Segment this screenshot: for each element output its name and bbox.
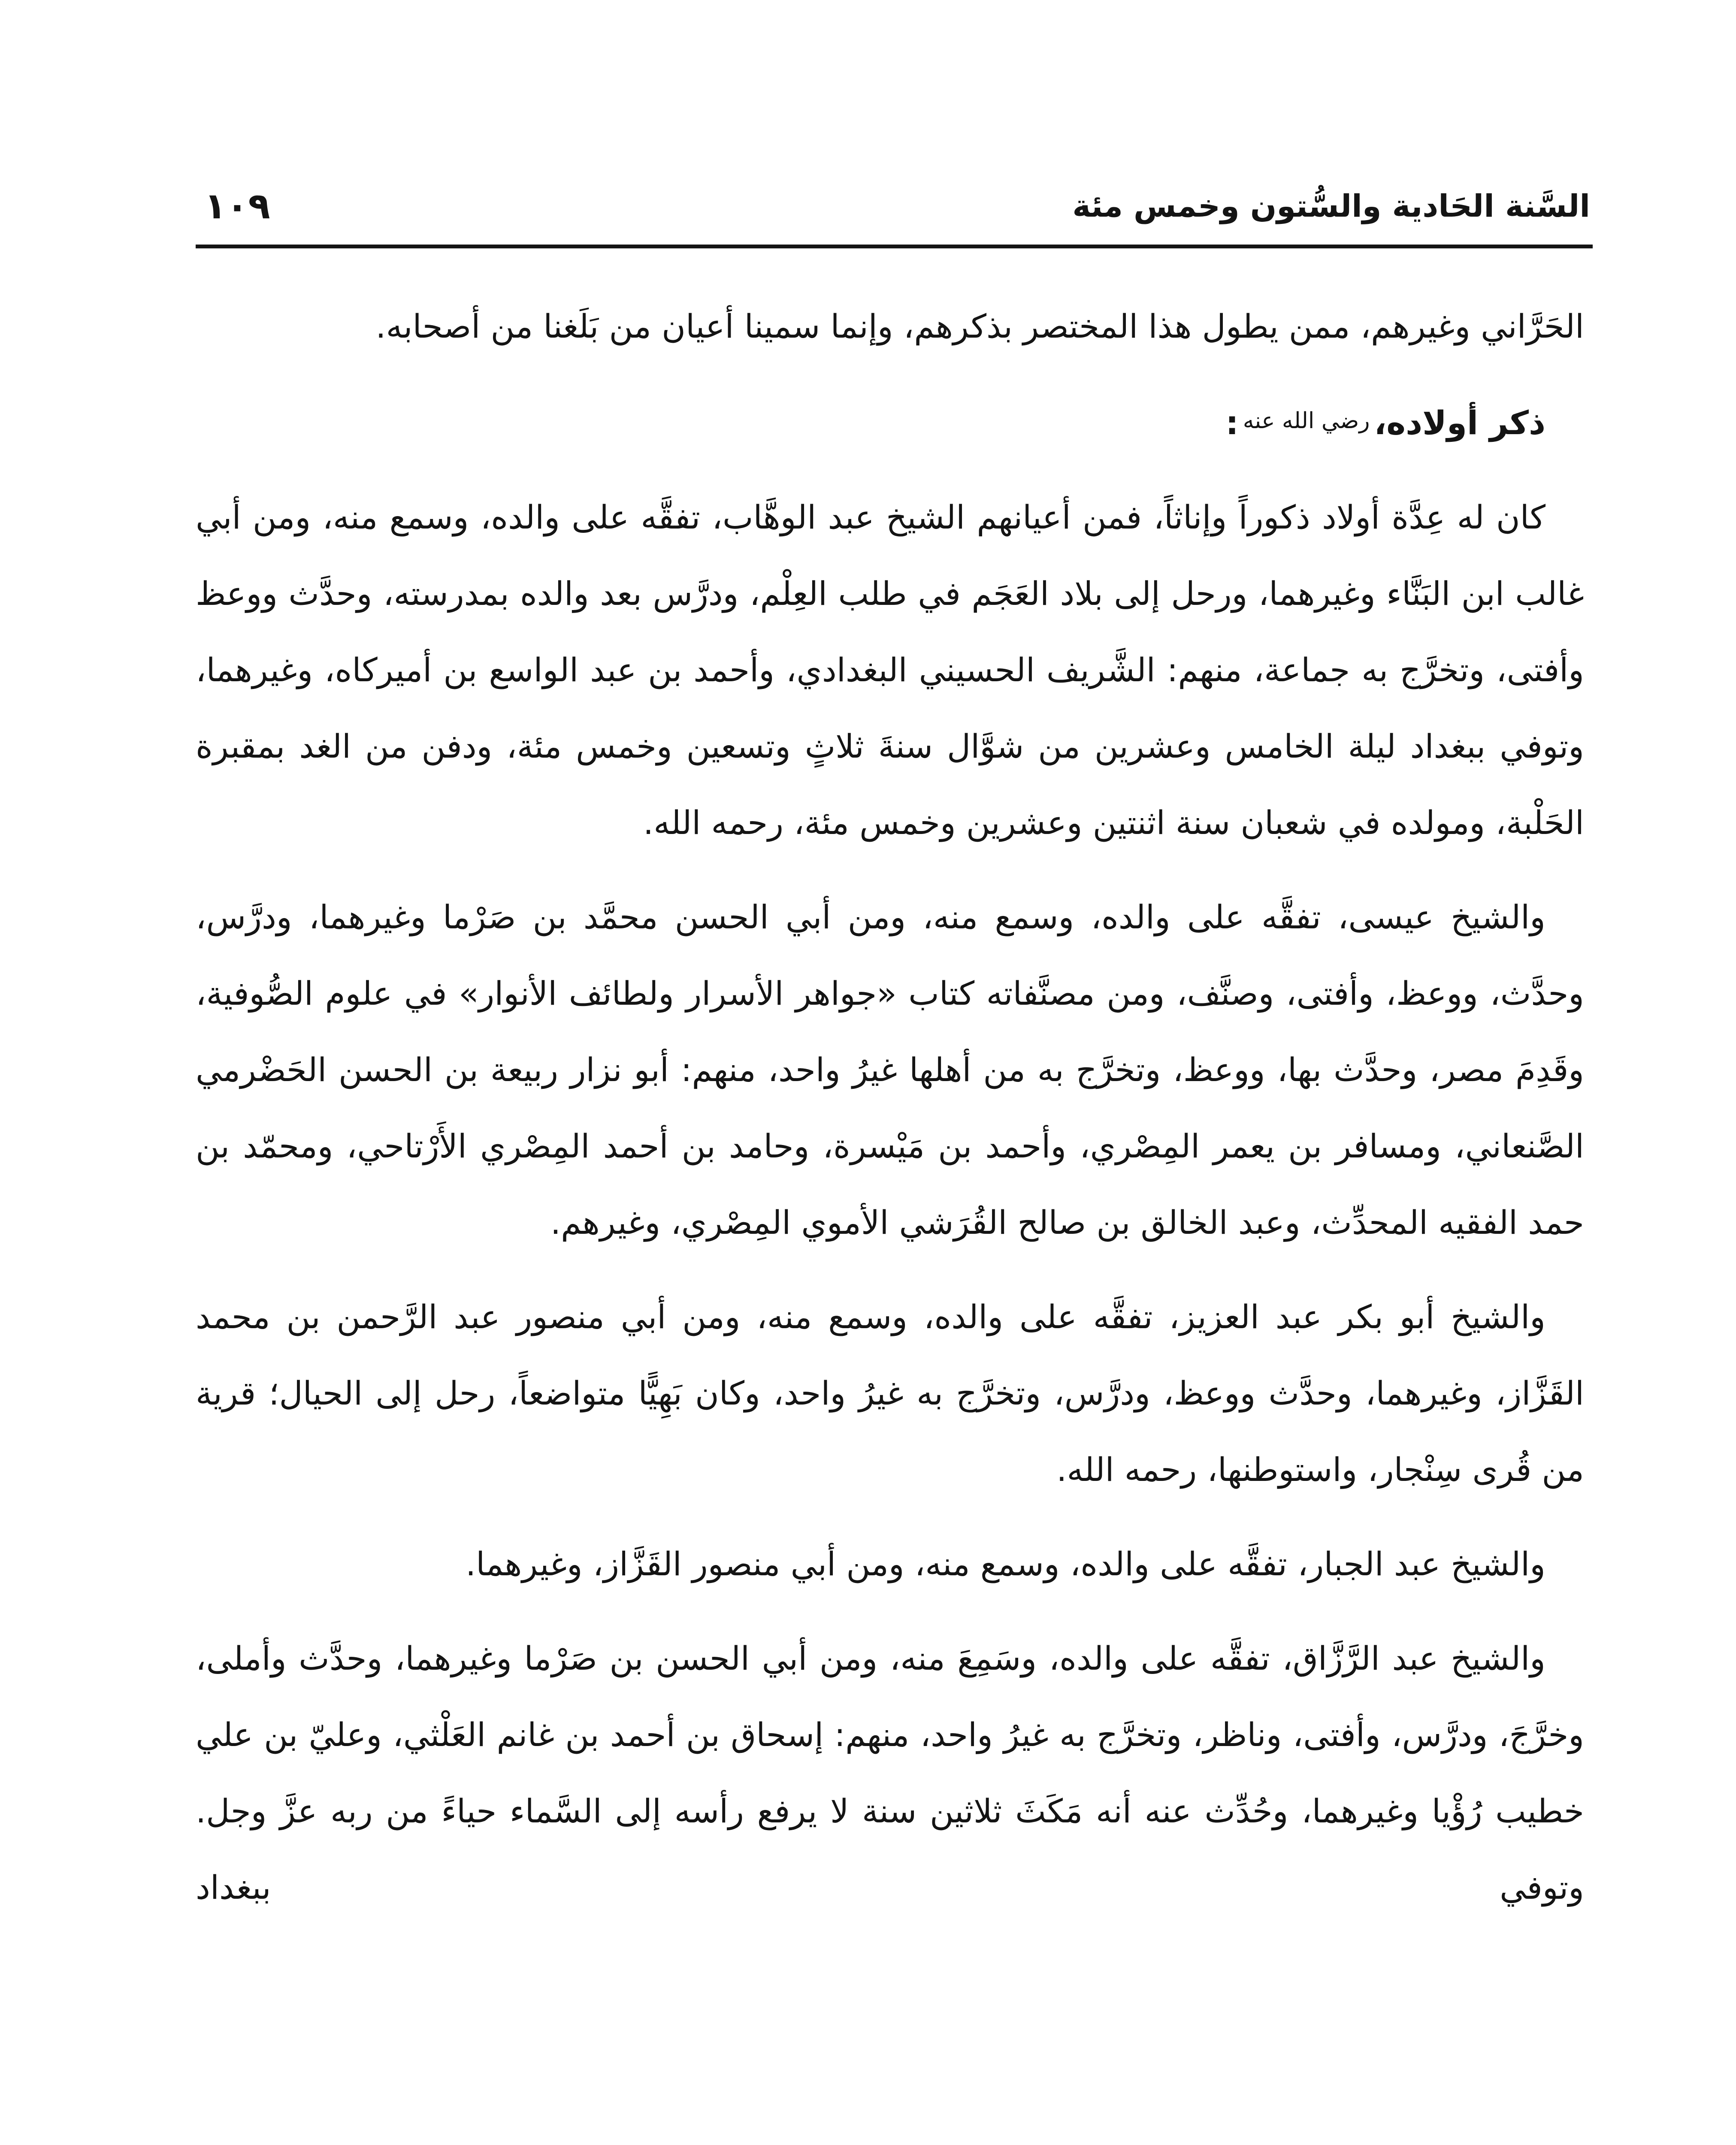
running-header-title: السَّنة الحَادية والسُّتون وخمس مئة (1072, 188, 1590, 224)
paragraph-abd-al-razzaq: والشيخ عبد الرَّزَّاق، تفقَّه على والده، وسَمِعَ منه، ومن أبي الحسن بن صَرْما وغيرهما، وحدَّث وأملى، وخرَّجَ، ودرَّس، وأفتى، وناظر، وتخرَّج به غيرُ واحد، منهم: إسحاق بن أحمد بن غانم العَلْثي، وعليّ بن علي خطيب رُؤْيا وغيرهما، وحُدِّث عنه أنه مَكَثَ ثلاثين سنة لا يرفع رأسه إلى السَّماء حياءً من ربه عزَّ وجل. وتوفي ببغداد (196, 1639, 1584, 1906)
paragraph-abd-al-wahhab: كان له عِدَّة أولاد ذكوراً وإناثاً، فمن أعيانهم الشيخ عبد الوهَّاب، تفقَّه على والده، وسمع منه، ومن أبي غالب ابن البَنَّاء وغيرهما، ورحل إلى بلاد العَجَم في طلب العِلْم، ودرَّس بعد والده بمدرسته، وحدَّث ووعظ وأفتى، وتخرَّج به جماعة، منهم: الشَّريف الحسيني البغدادي، وأحمد بن عبد الواسع بن أميركاه، وغيرهما، وتوفي ببغداد ليلة الخامس وعشرين من شوَّال سنةَ ثلاثٍ وتسعين وخمس مئة، ودفن من الغد بمقبرة الحَلْبة، ومولده في شعبان سنة اثنتين وعشرين وخمس مئة، رحمه الله. (196, 498, 1584, 842)
honorific-mark: رضي الله عنه (1243, 408, 1370, 434)
header-rule (196, 245, 1593, 248)
page-number: ١٠٩ (204, 185, 270, 227)
paragraph-isa: والشيخ عيسى، تفقَّه على والده، وسمع منه، ومن أبي الحسن محمَّد بن صَرْما وغيرهما، ودرَّس، وحدَّث، ووعظ، وأفتى، وصنَّف، ومن مصنَّفاته كتاب «جواهر الأسرار ولطائف الأنوار» في علوم الصُّوفية، وقَدِمَ مصر، وحدَّث بها، ووعظ، وتخرَّج به من أهلها غيرُ واحد، منهم: أبو نزار ربيعة بن الحسن الحَضْرمي الصَّنعاني، ومسافر بن يعمر المِصْري، وأحمد بن مَيْسرة، وحامد بن أحمد المِصْري الأَرْتاحي، ومحمّد بن حمد الفقيه المحدِّث، وعبد الخالق بن صالح القُرَشي الأموي المِصْري، وغيرهم. (196, 898, 1584, 1242)
paragraph-abd-al-jabbar: والشيخ عبد الجبار، تفقَّه على والده، وسمع منه، ومن أبي منصور القَزَّاز، وغيرهما. (465, 1545, 1545, 1583)
running-header (196, 176, 1590, 236)
page-body (196, 288, 1584, 2145)
section-heading (196, 383, 1584, 461)
paragraph-continued: الحَرَّاني وغيرهم، ممن يطول هذا المختصر بذكرهم، وإنما سمينا أعيان من بَلَغنا من أصحابه. (375, 307, 1584, 345)
section-heading-colon: : (1225, 404, 1239, 442)
paragraph-abu-bakr: والشيخ أبو بكر عبد العزيز، تفقَّه على والده، وسمع منه، ومن أبي منصور عبد الرَّحمن بن محمد القَزَّاز، وغيرهما، وحدَّث ووعظ، ودرَّس، وتخرَّج به غيرُ واحد، وكان بَهِيًّا متواضعاً، رحل إلى الحيال؛ قرية من قُرى سِنْجار، واستوطنها، رحمه الله. (196, 1298, 1584, 1489)
section-heading-text: ذكر أولاده، (1374, 404, 1545, 442)
